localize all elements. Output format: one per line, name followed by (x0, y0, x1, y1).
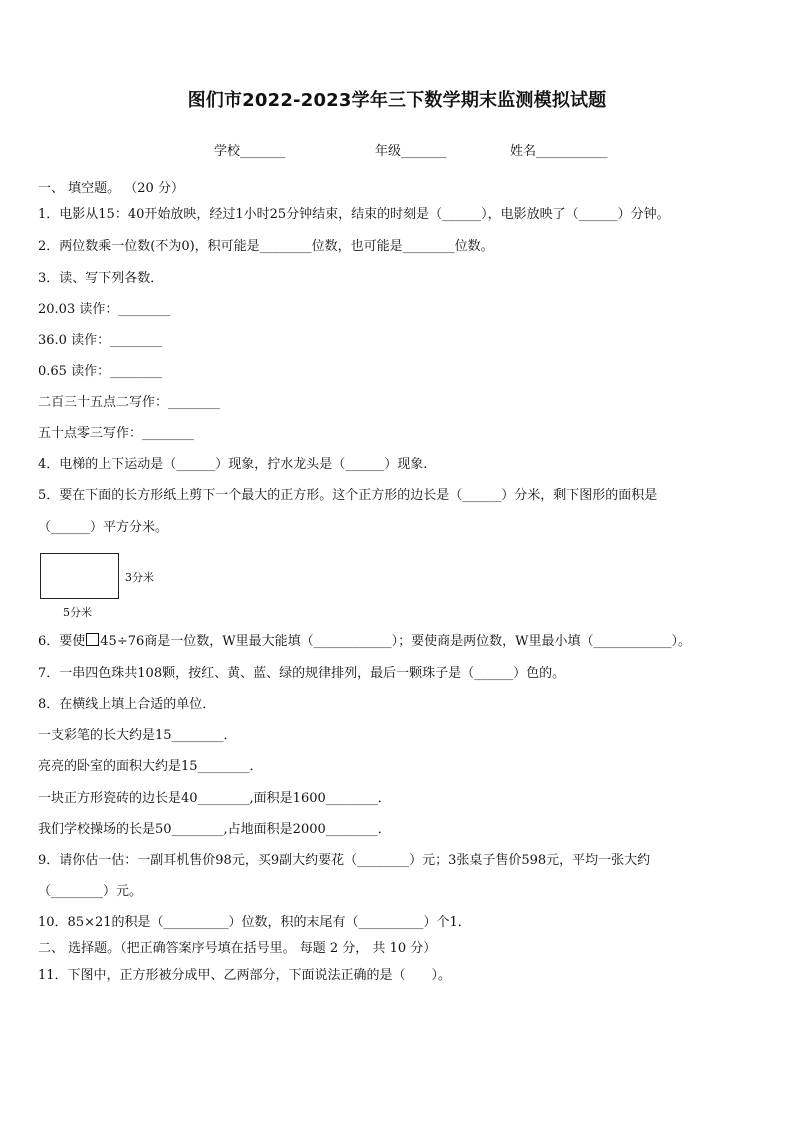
question-7: 7．一串四色珠共108颗，按红、黄、蓝、绿的规律排列，最后一颗珠子是（______）色的。 (38, 666, 566, 681)
question-9-line-2: （________）元。 (38, 884, 143, 899)
rectangle-figure (40, 553, 119, 599)
blank-square-icon (86, 633, 99, 646)
question-3-item-b: 36.0 读作：________ (38, 333, 163, 348)
question-10: 10．85×21的积是（__________）位数，积的末尾有（__________）个1． (38, 915, 471, 930)
question-6-prefix: 6．要使 (38, 634, 86, 649)
question-3-item-c: 0.65 读作：________ (38, 364, 163, 379)
question-1: 1．电影从15：40开始放映，经过1小时25分钟结束，结束的时刻是（______），电影放映了（______）分钟。 (38, 207, 670, 222)
question-3-item-d: 二百三十五点二写作：________ (38, 395, 221, 410)
question-3-item-a: 20.03 读作：________ (38, 302, 171, 317)
question-3: 3．读、写下列各数． (38, 271, 164, 286)
section-choice-heading: 二、 选择题。（把正确答案序号填在括号里。 每题 2 分， 共 10 分） (38, 941, 437, 956)
question-8-item-d: 我们学校操场的长是50________,占地面积是2000________． (38, 822, 391, 837)
question-8-item-b: 亮亮的卧室的面积大约是15________． (38, 759, 263, 774)
question-5-line-2: （______）平方分米。 (38, 520, 169, 535)
question-9-line-1: 9．请你估一估：一副耳机售价98元，买9副大约要花（________）元；3张桌子售价598元，平均一张大约 (38, 853, 651, 868)
question-8-item-c: 一块正方形瓷砖的边长是40________,面积是1600________． (38, 791, 391, 806)
question-2: 2．两位数乘一位数(不为0)，积可能是________位数，也可能是________位数。 (38, 239, 494, 254)
question-4: 4．电梯的上下运动是（______）现象，拧水龙头是（______）现象. (38, 457, 428, 472)
exam-title: 图们市2022-2023学年三下数学期末监测模拟试题 (187, 90, 607, 111)
rectangle-width-label: 3分米 (125, 571, 154, 584)
name-field: 姓名___________ (510, 144, 608, 159)
question-5-line-1: 5．要在下面的长方形纸上剪下一个最大的正方形。这个正方形的边长是（______）分米，剩下图形的面积是 (38, 488, 658, 503)
section-fill-in-heading: 一、 填空题。 （20 分） (38, 181, 184, 196)
question-8: 8．在横线上填上合适的单位． (38, 697, 216, 712)
question-8-item-a: 一支彩笔的长大约是15________． (38, 728, 237, 743)
question-6-text: 45÷76商是一位数，W里最大能填（____________）；要使商是两位数，W里最小填（____________）。 (100, 634, 691, 649)
school-field: 学校_______ (214, 144, 286, 159)
rectangle-length-label: 5分米 (63, 606, 92, 619)
question-11: 11．下图中，正方形被分成甲、乙两部分，下面说法正确的是（ ）。 (38, 968, 452, 983)
question-6 (38, 633, 691, 651)
question-3-item-e: 五十点零三写作：________ (38, 426, 195, 441)
grade-field: 年级_______ (375, 144, 447, 159)
